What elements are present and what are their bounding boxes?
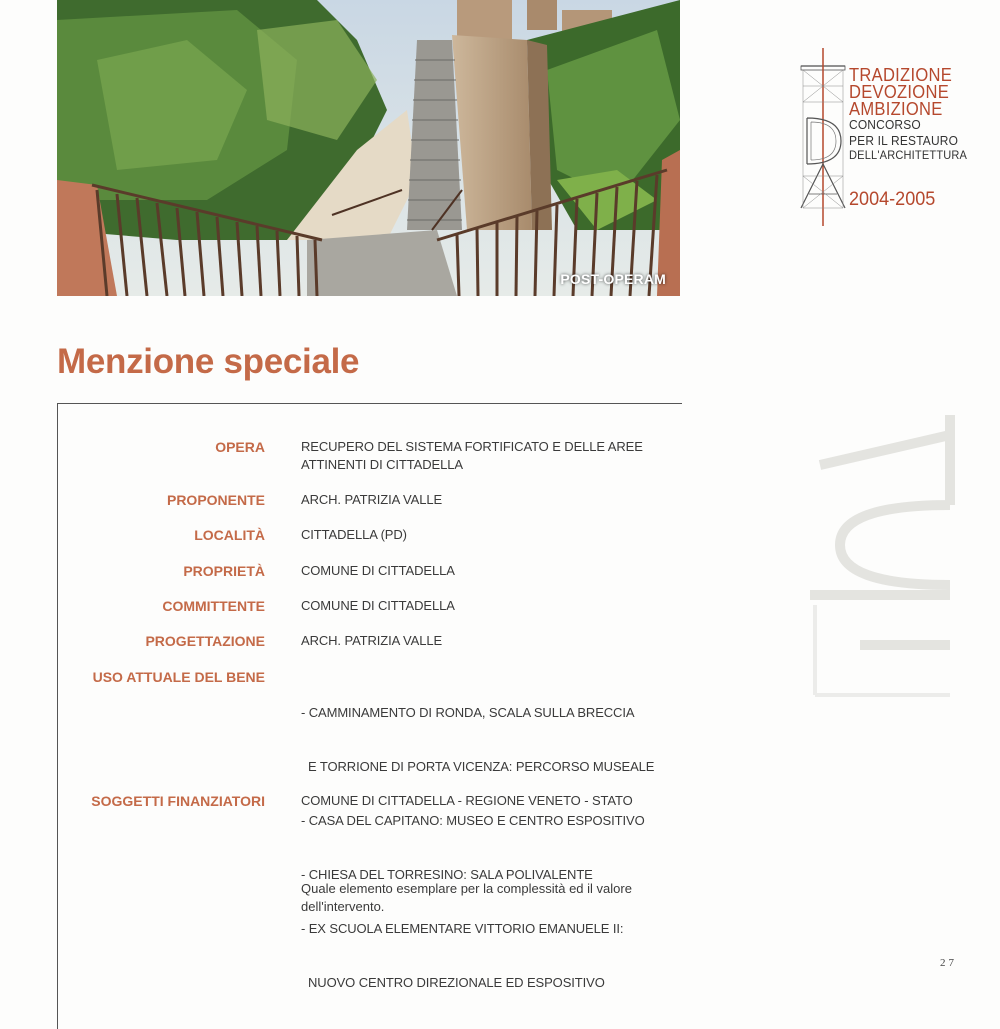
value-line: - CAMMINAMENTO DI RONDA, SCALA SULLA BRECCIA (301, 705, 635, 720)
value-line: NUOVO CENTRO DIREZIONALE ED ESPOSITIVO (301, 975, 605, 990)
section-title: Menzione speciale (57, 342, 360, 381)
value-line: ARCH. PATRIZIA VALLE (301, 492, 443, 507)
logo-ambizione: AMBIZIONE (849, 99, 943, 119)
value-line: COMUNE DI CITTADELLA (301, 598, 455, 613)
value-line: ARCH. PATRIZIA VALLE (301, 633, 443, 648)
value-line: COMUNE DI CITTADELLA (301, 563, 455, 578)
value-line: - EX SCUOLA ELEMENTARE VITTORIO EMANUELE II: (301, 921, 624, 936)
hero-photo (57, 0, 680, 296)
detail-label: USO ATTUALE DEL BENE (92, 669, 265, 685)
logo-restauro: PER IL RESTAURO (849, 133, 959, 148)
value-line: ATTINENTI DI CITTADELLA (301, 457, 463, 472)
detail-value (301, 491, 651, 509)
logo-devozione: DEVOZIONE (849, 82, 950, 102)
note-line: dell'intervento. (301, 899, 385, 914)
detail-label: OPERA (215, 439, 265, 455)
detail-value (301, 632, 651, 650)
logo-years: 2004-2005 (849, 189, 936, 210)
detail-value (301, 668, 655, 1028)
detail-value (301, 562, 651, 580)
detail-value (301, 792, 651, 810)
logo-tradizione: TRADIZIONE (849, 65, 953, 85)
competition-logo (799, 46, 969, 228)
note-line: Quale elemento esemplare per la complessità ed il valore (301, 881, 632, 896)
value-line: - CASA DEL CAPITANO: MUSEO E CENTRO ESPOSITIVO (301, 813, 645, 828)
tda-monogram-icon (799, 46, 849, 228)
detail-label: LOCALITÀ (194, 527, 265, 543)
logo-architettura: DELL'ARCHITETTURA (849, 148, 968, 162)
value-line: RECUPERO DEL SISTEMA FORTIFICATO E DELLE AREE (301, 439, 643, 454)
value-line: CITTADELLA (PD) (301, 527, 407, 542)
detail-label: COMMITTENTE (162, 598, 265, 614)
detail-value (301, 526, 651, 544)
detail-label: PROPRIETÀ (183, 563, 265, 579)
page-number: 27 (940, 957, 957, 969)
logo-concorso: CONCORSO (849, 117, 921, 132)
fortification-stairs-photo (57, 0, 680, 296)
detail-value (301, 438, 651, 474)
detail-label: PROGETTAZIONE (145, 633, 265, 649)
detail-label: PROPONENTE (166, 492, 265, 508)
value-line: E TORRIONE DI PORTA VICENZA: PERCORSO MUSEALE (301, 759, 655, 774)
value-line: COMUNE DI CITTADELLA - REGIONE VENETO - STATO (301, 793, 633, 808)
value-line: - CHIESA DEL TORRESINO: SALA POLIVALENTE (301, 867, 593, 882)
table-top-border (57, 403, 682, 404)
photo-caption: POST-OPERAM (560, 271, 666, 287)
detail-value (301, 597, 651, 615)
motivation-note (301, 880, 661, 916)
tda-watermark-icon (800, 405, 960, 705)
detail-label: SOGGETTI FINANZIATORI (91, 793, 265, 809)
